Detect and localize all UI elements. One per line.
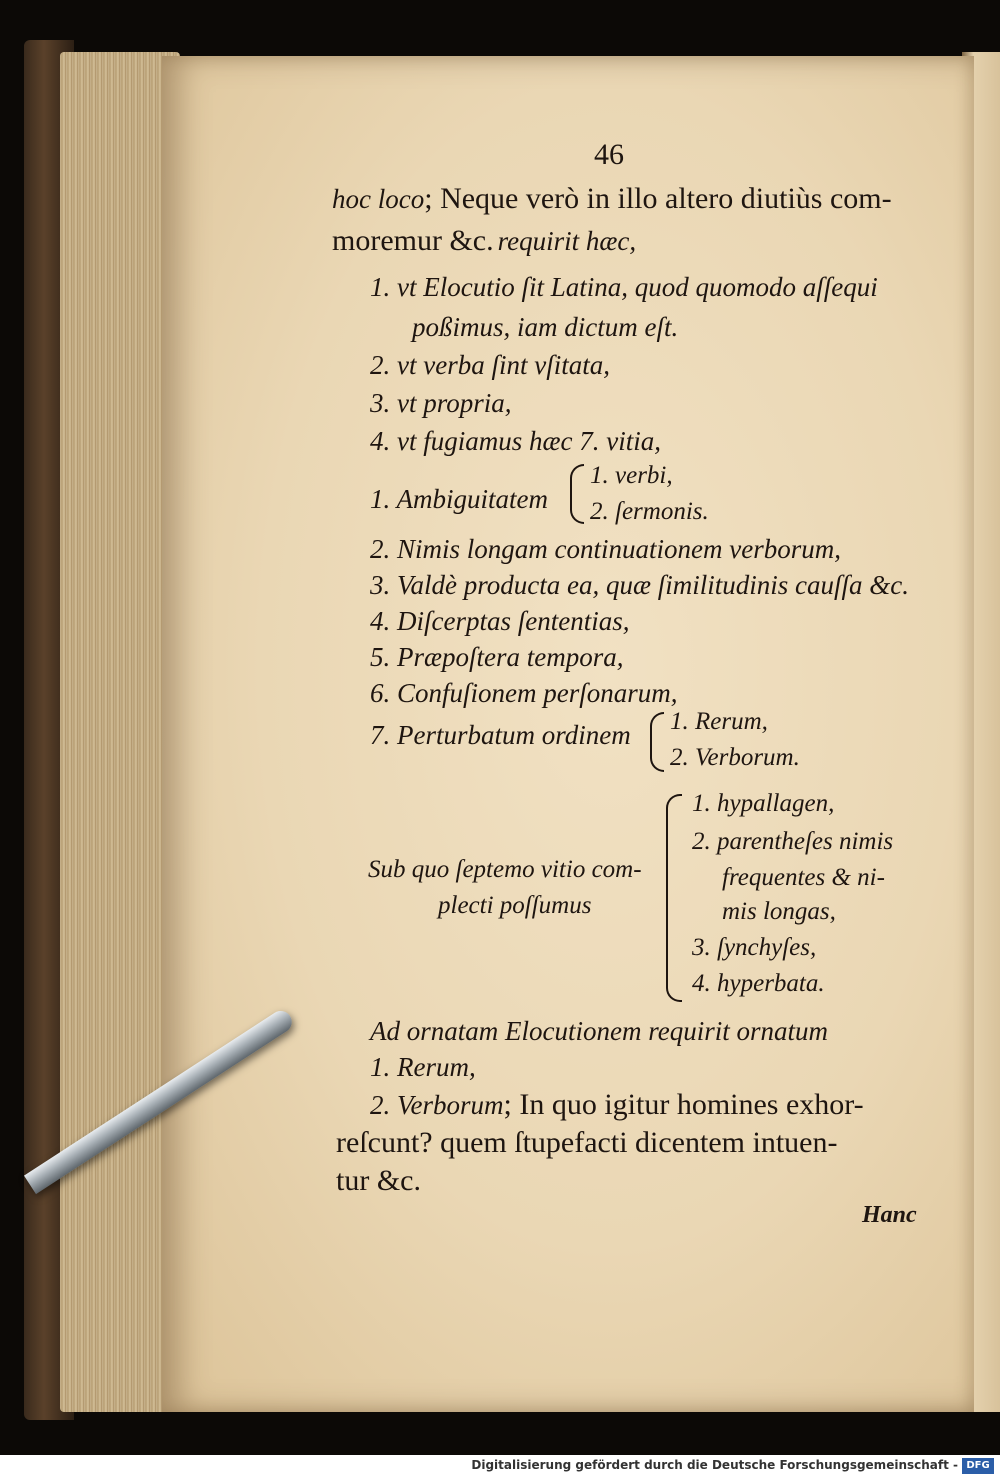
text-line-1 xyxy=(332,182,892,216)
vice-7-sub-b: 2. Verborum. xyxy=(670,744,800,771)
brace xyxy=(666,794,682,1002)
vice-4: 4. Diſcerptas ſententias, xyxy=(370,606,630,636)
vice-5: 5. Præpoſtera tempora, xyxy=(370,642,624,672)
figure-3: 3. ſynchyſes, xyxy=(692,934,817,961)
vice-1-sub-b: 2. ſermonis. xyxy=(590,498,709,525)
ornatum-line: Ad ornatam Elocutionem requirit ornatum xyxy=(370,1016,828,1046)
text-line-2 xyxy=(332,224,636,258)
text-italic: requirit hæc, xyxy=(497,226,637,256)
text-roman: ; Neque verò in illo altero diutiùs com- xyxy=(424,182,892,215)
brace xyxy=(570,464,584,524)
ornatum-2-line xyxy=(370,1088,864,1122)
sub-label-2: plecti poſſumus xyxy=(438,892,592,919)
brace xyxy=(650,712,664,772)
vice-1-sub-a: 1. verbi, xyxy=(590,462,673,489)
text-line: reſcunt? quem ſtupefacti dicentem intuen- xyxy=(336,1126,838,1159)
requirement-4: 4. vt fugiamus hæc 7. vitia, xyxy=(370,426,661,456)
vice-7-sub-a: 1. Rerum, xyxy=(670,708,768,735)
vice-2: 2. Nimis longam continuationem verborum, xyxy=(370,534,841,564)
text-roman: moremur &c. xyxy=(332,224,494,257)
requirement-2: 2. vt verba ſint vſitata, xyxy=(370,350,610,380)
ornatum-1: 1. Rerum, xyxy=(370,1052,476,1082)
figure-4: 4. hyperbata. xyxy=(692,970,825,997)
vice-1: 1. Ambiguitatem xyxy=(370,484,548,514)
vice-7: 7. Perturbatum ordinem xyxy=(370,720,631,750)
requirement-1: 1. vt Elocutio ſit Latina, quod quomodo aſſequi xyxy=(370,272,878,302)
vice-3: 3. Valdè producta ea, quæ ſimilitudinis cauſſa &c. xyxy=(370,570,909,600)
figure-2-cont: mis longas, xyxy=(722,898,836,925)
page-number: 46 xyxy=(594,138,624,171)
requirement-3: 3. vt propria, xyxy=(370,388,512,418)
figure-2: 2. parentheſes nimis xyxy=(692,828,894,855)
book-page xyxy=(162,56,974,1412)
text-italic: hoc loco xyxy=(332,184,425,214)
dfg-logo: DFG xyxy=(962,1458,994,1474)
figure-2-cont: frequentes & ni- xyxy=(722,864,885,891)
figure-1: 1. hypallagen, xyxy=(692,790,835,817)
text-roman: ; In quo igitur homines exhor- xyxy=(503,1088,864,1121)
catchword: Hanc xyxy=(862,1202,917,1228)
text-line: tur &c. xyxy=(336,1164,421,1197)
requirement-1-cont: poßimus, iam dictum eſt. xyxy=(412,312,679,342)
footer-bar xyxy=(0,1455,1000,1478)
text-italic: 2. Verborum xyxy=(370,1090,504,1120)
footer-credit: Digitalisierung gefördert durch die Deutsche Forschungsgemeinschaft - xyxy=(471,1458,958,1472)
sub-label-1: Sub quo ſeptemo vitio com- xyxy=(368,856,642,883)
vice-6: 6. Confuſionem perſonarum, xyxy=(370,678,678,708)
